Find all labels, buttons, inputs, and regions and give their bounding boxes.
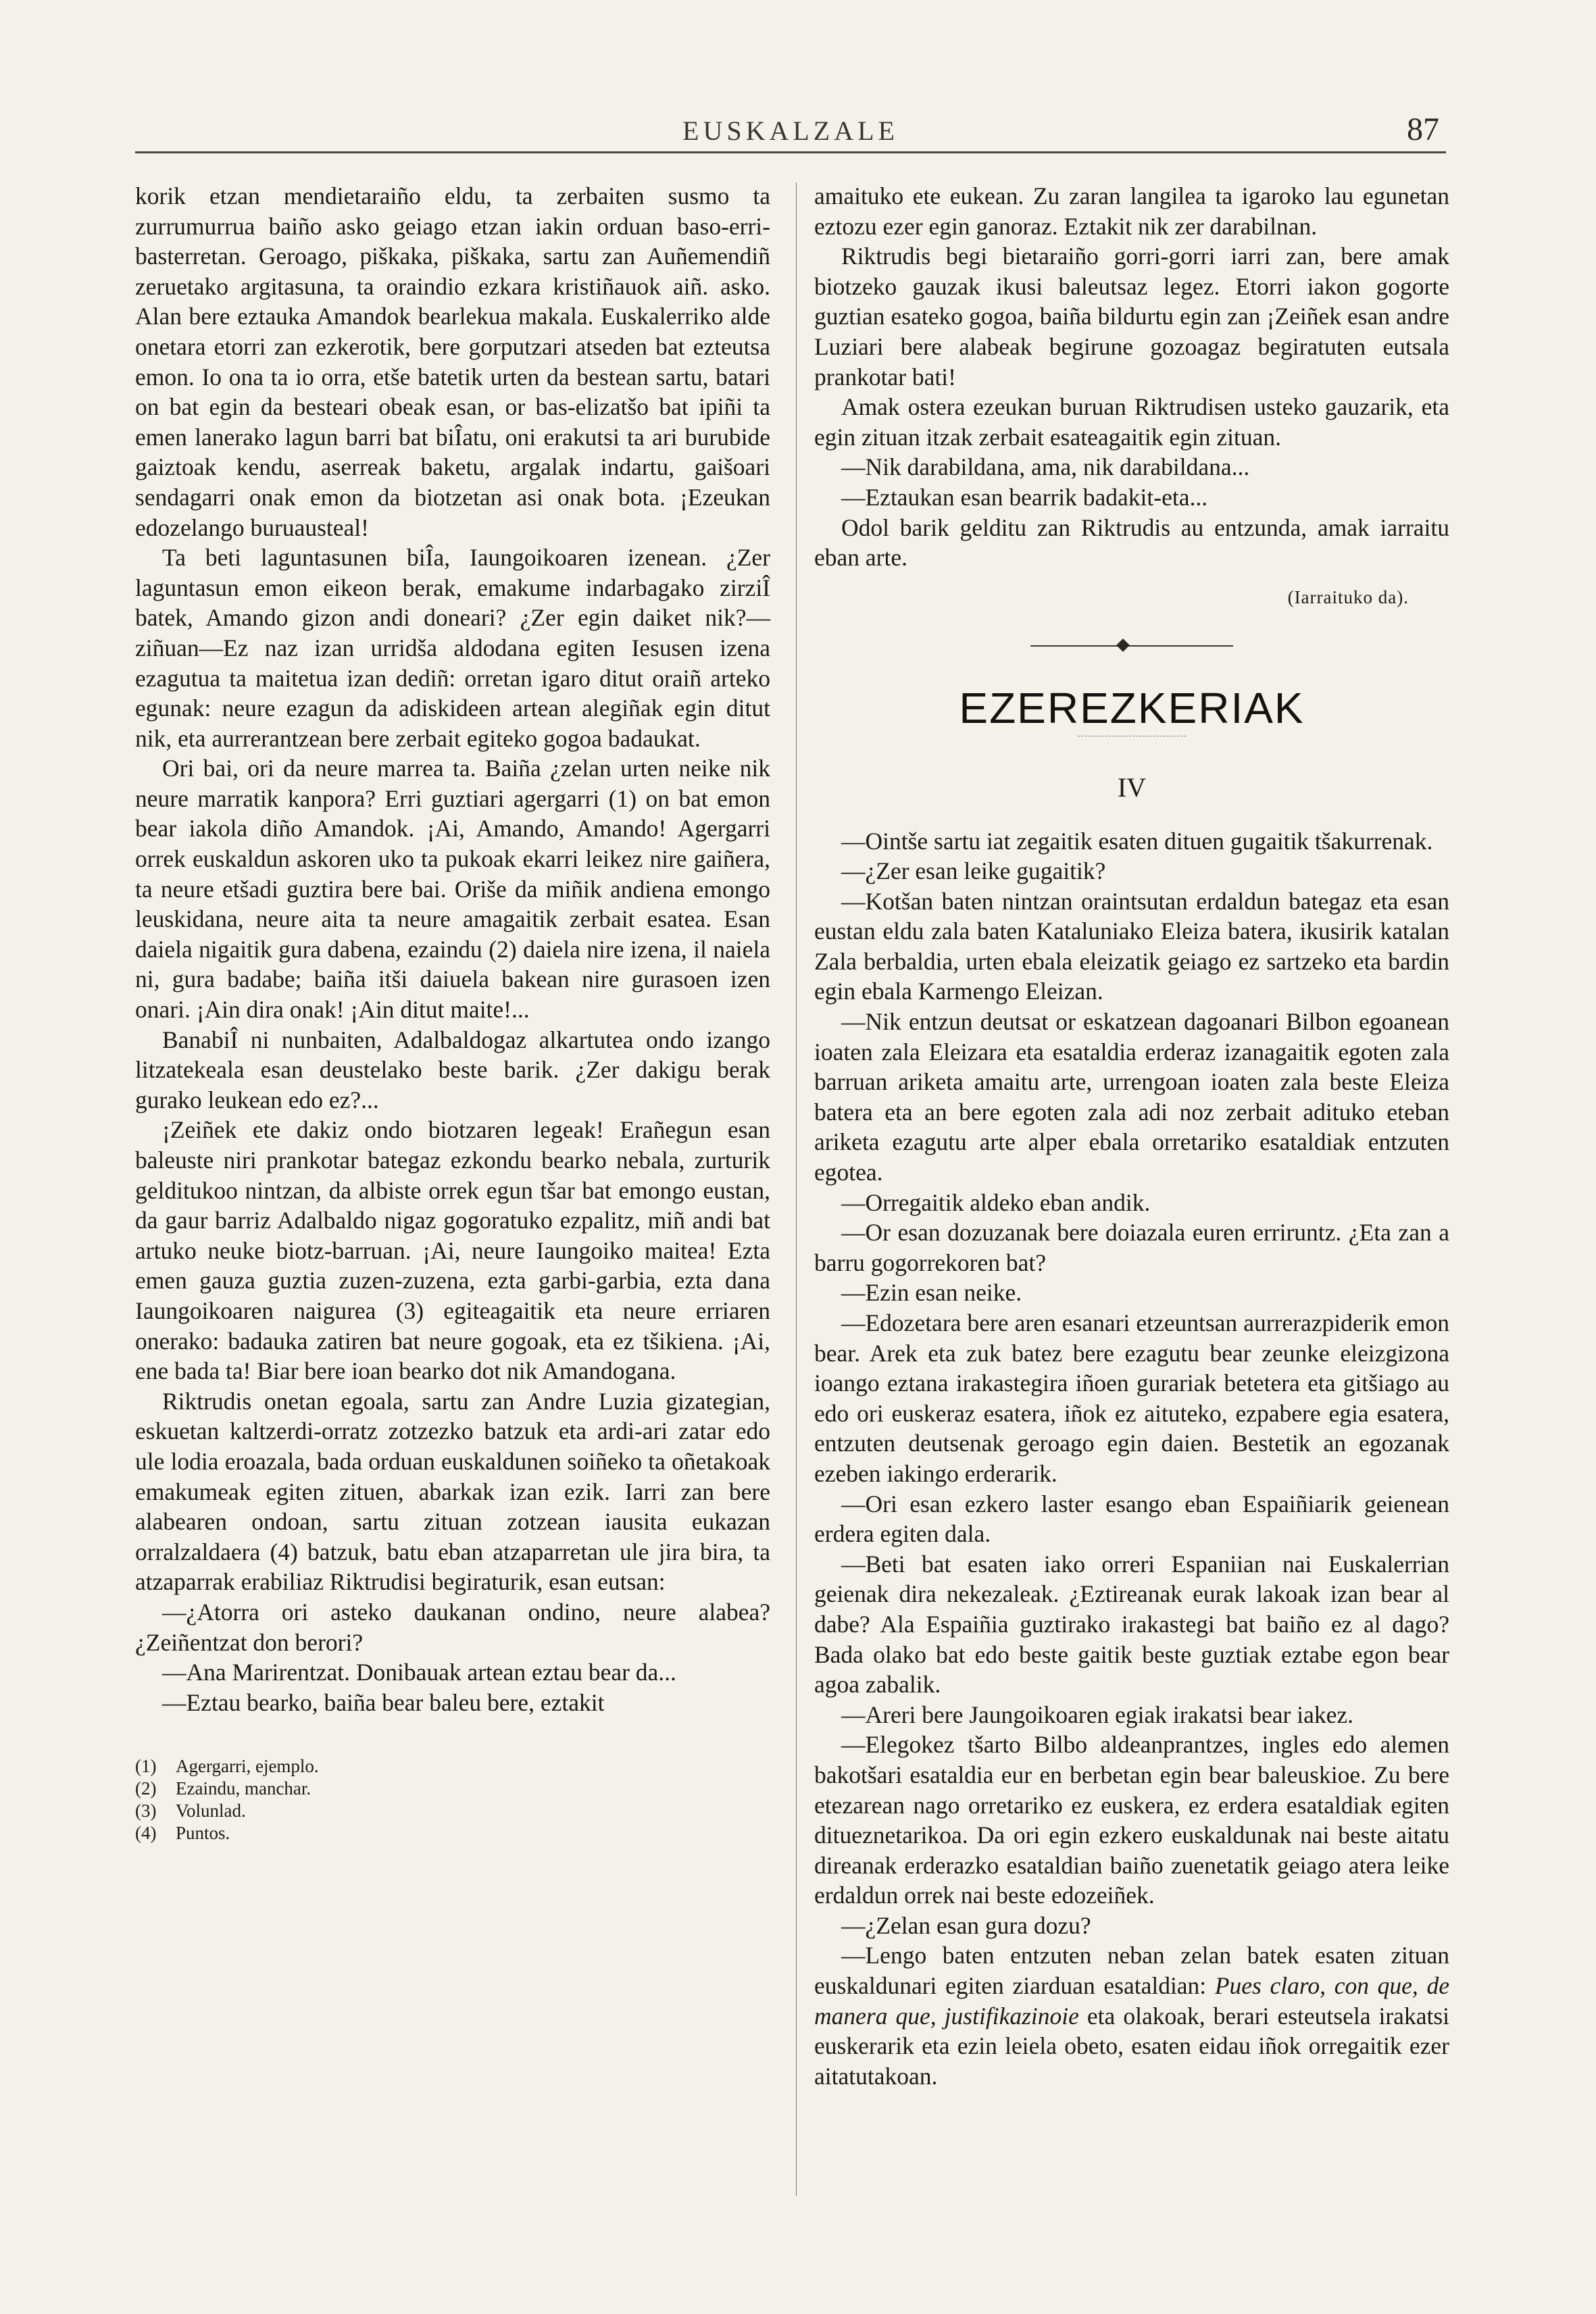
dialogue-line: —Kotšan baten nintzan oraintsutan erdaldun bategaz eta esan eustan eldu zala baten Kataluniako Eleiza batera, ikusirik katalan Zala berbaldia, urten ebala eleizatik geiago ez sartzeko eta bardin egin ebala Karmengo Eleizan. <box>814 887 1449 1005</box>
footnote-text: Ezaindu, manchar. <box>176 1778 311 1799</box>
footnotes <box>135 1755 770 1844</box>
page-number: 87 <box>1407 111 1439 147</box>
dialogue-line: —Ana Marirentzat. Donibauak artean eztau bear da... <box>162 1659 676 1686</box>
paragraph: Amak ostera ezeukan buruan Riktrudisen usteko gauzarik, eta egin zituan itzak zerbait esateagaitik egin zituan. <box>814 393 1449 451</box>
dialogue-line: —Nik entzun deutsat or eskatzean dagoanari Bilbon egoanean ioaten zala Eleizara eta esataldia erderaz izanagaitik egoten zala barruan ariketa amaitu arte, urrengoan ioaten zala beste Eleiza batera eta an bere egoten zala adi noz zerbait adituko eteban ariketa ezagutu arte alper ebala orretariko esataldiak entzuten egotea. <box>814 1008 1449 1186</box>
dialogue-line: —Eztaukan esan bearrik badakit-eta... <box>841 483 1208 511</box>
footnote-text: Puntos. <box>176 1823 230 1844</box>
dialogue-line: —Ointše sartu iat zegaitik esaten dituen gugaitik tšakurrenak. <box>841 827 1433 855</box>
paragraph: Odol barik gelditu zan Riktrudis au entzunda, amak iarraitu eban arte. <box>814 513 1449 572</box>
footnote <box>135 1822 770 1844</box>
dialogue-text: —Lengo baten entzuten neban zelan batek esaten zituan euskaldunari egiten ziarduan esataldian: <box>814 1942 1449 2000</box>
dialogue-line: —Edozetara bere aren esanari etzeuntsan aurrerazpiderik emon bear. Arek eta zuk batez bere ezagutu bear zeunke eleizgizona ioango eztana irakastegira iñoen gurariak betetera eta gitšiago au edo ori euskeraz esatera, iñok ez aituteko, ezpabere egia esatera, entzuten deutsenak geroago egin daien. Bestetik an egozanak ezeben iakingo erderarik. <box>814 1309 1449 1487</box>
footnote-number: (4) <box>135 1823 157 1844</box>
dialogue-line: —Nik darabildana, ama, nik darabildana... <box>841 453 1250 481</box>
footnote-text: Volunlad. <box>176 1801 246 1821</box>
dialogue-line: —Ezin esan neike. <box>841 1279 1022 1307</box>
paragraph: Ta beti laguntasunen biÎa, Iaungoikoaren izenean. ¿Zer laguntasun emon eikeon berak, emakume indarbagako zirziÎ batek, Amando gizon andi doneari? ¿Zer egin daiket nik?—ziñuan—Ez naz izan urridša aldodana egiten Iesusen izena ezagutua ta maitetua izan dediñ: orretan igaro ditut oraiñ arteko egunak: neure ezagun da adiskideen artean alegiñak egin ditut nik, eta aurrerantzean bere zerbait egiteko gogoa badaukat. <box>135 544 770 752</box>
footnote <box>135 1800 770 1822</box>
dialogue-line: —Ori esan ezkero laster esango eban Espaiñiarik geienean erdera egiten dala. <box>814 1490 1449 1548</box>
quoted-spanish-phrase: Pues claro, con que, de manera que, justifikazinoie <box>814 1972 1449 2030</box>
dialogue-line: —Elegokez tšarto Bilbo aldeanprantzes, ingles edo alemen bakotšari esataldia eur en berbetan egin bear baleuskioe. Zu bere etezarean nago orretariko ez euskera, ez erdera esataldiak egiten ditueznetarikoa. Da ori egin ezkero euskaldunak nai beste aitatu direanak erderazko esataldian baiño zuenetatik geiago atera leike erdaldun orrek nai beste edozeiñek. <box>814 1731 1449 1909</box>
dialogue-line <box>814 1940 1449 2091</box>
footnote <box>135 1755 770 1778</box>
footnote-number: (3) <box>135 1801 157 1821</box>
right-column <box>814 181 1449 2091</box>
continued-note: (Iarraituko da). <box>1287 586 1409 607</box>
dialogue-text: eta olakoak, berari esteutsela irakatsi euskerarik eta ezin leiela obeto, esaten eidau iñok orregaitik ezer aitatutakoan. <box>814 2002 1449 2090</box>
dialogue-line: —Orregaitik aldeko eban andik. <box>841 1188 1151 1216</box>
paragraph: korik etzan mendietaraiño eldu, ta zerbaiten susmo ta zurrumurrua baiño asko geiago etzan iakin orduan baso-erri-basterretan. Geroago, piškaka, piškaka, sartu zan Auñemendiñ zeruetako argitasuna, ta oraindio ezkara kristiñauok aiñ. asko. Alan bere eztauka Amandok bearlekua makala. Euskalerriko alde onetara etorri zan ezkerotik, bere gorputzari atseden bat ezteutsa emon. Io ona ta io orra, etše batetik urten da bestean sartu, batari on bat egin da besteari obeak esan, or bas-elizatšo bat ipiñi ta emen lanerako lagun barri bat biÎatu, oni erakutsi ta ari burubide gaiztoak kendu, aserreak baketu, argalak indartu, gaišoari sendagarri onak emon da biotzetan asi onak bota. ¡Ezeukan edozelango buruausteal! <box>135 182 770 541</box>
section-title: EZEREZKERIAK <box>959 684 1305 733</box>
page-header <box>135 101 1446 155</box>
dialogue-line: —¿Atorra ori asteko daukanan ondino, neure alabea? ¿Zeiñentzat don berori? <box>135 1598 770 1656</box>
paragraph: Riktrudis onetan egoala, sartu zan Andre Luzia gizategian, eskuetan kaltzerdi-orratz zotzezko batzuk eta ardi-ari zatar edo ule lodia eroazala, bada orduan euskaldunen soiñeko ta oñetakoak emakumeak egiten zituen, abarkak izan ezik. Iarri zan bere alabearen ondoan, sartu zituan zotzean iausita eukazan orralzaldaera (4) batzuk, batu eban atzaparretan ule jira bira, ta atzaparrak erabiliaz Riktrudisi begiraturik, esan eutsan: <box>135 1387 770 1596</box>
paragraph: BanabiÎ ni nunbaiten, Adalbaldogaz alkartutea ondo izango litzatekeala esan deustelako beste barik. ¿Zer dakigu berak gurako leukean edo ez?... <box>135 1026 770 1113</box>
column-divider <box>796 182 797 2196</box>
ornament-line <box>1030 645 1233 647</box>
paragraph: ¡Zeiñek ete dakiz ondo biotzaren legeak! Erañegun esan baleuste niri prankotar bategaz ezkondu bearko nebala, zurturik gelditukoo nintzan, da albiste orrek egun tšar bat emongo eustan, da gaur barriz Adalbaldo nigaz gogoratuko ezpalitz, miñ andi bat artuko neuke biotz-barruan. ¡Ai, neure Iaungoiko maitea! Ezta emen gauza guztia zuzen-zuzena, ezta garbi-garbia, ezta dana Iaungoikoaren naigurea (3) egiteagaitik eta neure erriaren onerako: badauka zatiren bat neure gogoak, eta ez tšikiena. ¡Ai, ene bada ta! Biar bere ioan bearko dot nik Amandogana. <box>135 1116 770 1385</box>
dialogue-line: —Areri bere Jaungoikoaren egiak irakatsi bear iakez. <box>841 1701 1353 1728</box>
footnote-text: Agergarri, ejemplo. <box>176 1756 319 1777</box>
header-rule <box>135 151 1446 153</box>
paragraph: amaituko ete eukean. Zu zaran langilea ta igaroko lau egunetan eztozu ezer egin ganoraz. Eztakit nik zer darabilnan. <box>814 182 1449 240</box>
dialogue-line: —¿Zer esan leike gugaitik? <box>841 857 1106 885</box>
section-number: IV <box>1117 772 1147 803</box>
dialogue-line: —Or esan dozuzanak bere doiazala euren erriruntz. ¿Eta zan a barru gogorrekoren bat? <box>814 1219 1449 1276</box>
section-ornament <box>1030 639 1233 653</box>
footnote-number: (1) <box>135 1756 157 1777</box>
paragraph: Riktrudis begi bietaraiño gorri-gorri iarri zan, bere amak biotzeko gauzak ikusi baleutsaz legez. Etorri iakon gogorte guztian esateko gogoa, baiña bildurtu egin zan ¡Zeiñek esan andre Luziari bere alabeak begirune gozoagaz begiratuten eutsala prankotar bati! <box>814 243 1449 391</box>
dialogue-line: —Eztau bearko, baiña bear baleu bere, eztakit <box>162 1688 605 1716</box>
dialogue-line: —Beti bat esaten iako orreri Espaniian nai Euskalerrian geienak dira nekezalеak. ¿Eztireanak eurak lakoak izan bear al dabe? Ala Espaiñia guztirako irakastegi bat baiño ez al dago? Bada olako bat edo beste gaitik beste guztiak eztabe egon bear agoa zabalik. <box>814 1550 1449 1699</box>
dialogue-line: —¿Zelan esan gura dozu? <box>841 1911 1091 1939</box>
footnote <box>135 1778 770 1800</box>
diamond-icon <box>1116 638 1130 652</box>
running-title: EUSKALZALE <box>682 116 899 146</box>
paragraph: Ori bai, ori da neure marrea ta. Baiña ¿zelan urten neike nik neure marratik kanpora? Erri guztiari agergarri (1) on bat emon bear iakola diño Amandok. ¡Ai, Amando, Amando! Agergarri orrek euskaldun askoren uko ta pukoak ekarri leikez nire gaiñera, ta neure etšadi guztira bere bai. Oriše da miñik andiena emongo leuskidana, neure aita ta neure amagaitik zerbait esatea. Esan daiela nigaitik gura dabena, ezaindu (2) daiela nire izena, il naiela ni, gura badabe; baiña itši daiuela bakean nire gurasoen izen onari. ¡Ain dira onak! ¡Ain ditut maite!... <box>135 755 770 1024</box>
footnote-number: (2) <box>135 1778 157 1799</box>
left-column <box>135 181 770 1844</box>
